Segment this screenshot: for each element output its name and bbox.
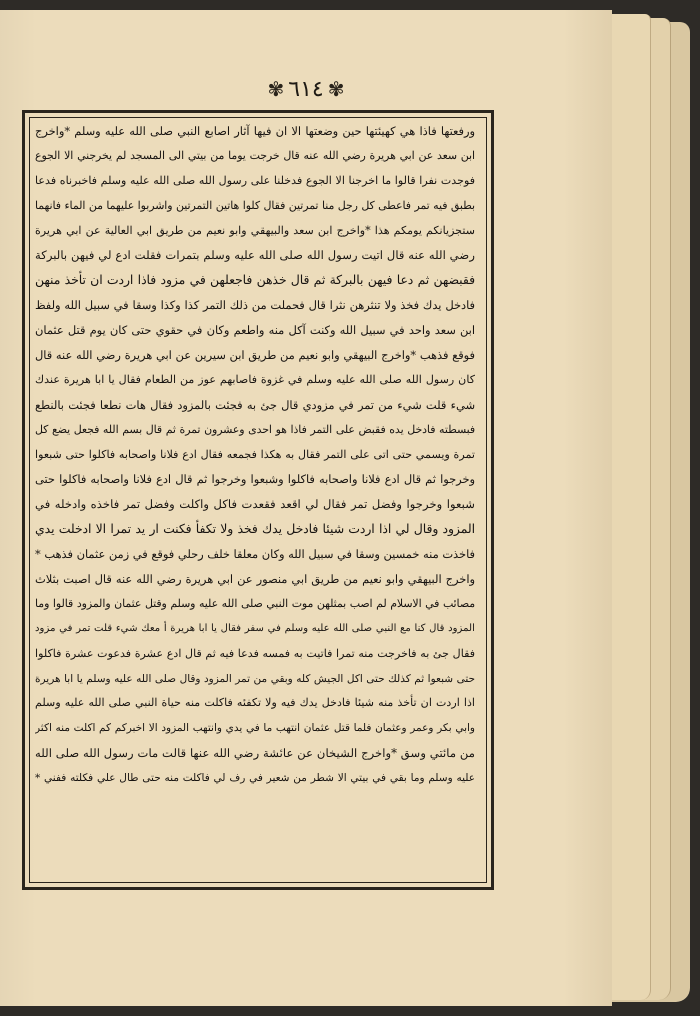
text-line: اذا اردت ان تأخذ منه شيئا فادخل يدك فيه ولا تكفئه فاكلت منه حياة النبي صلى الله عليه وسلم <box>35 696 475 710</box>
text-line: فوجدت نفرا قالوا ما اخرجنا الا الجوع فدخلنا على رسول الله صلى الله عليه وسلم فاخبرناه فدعا <box>35 173 475 187</box>
page-number <box>0 74 612 105</box>
text-line: مصائب في الاسلام لم اصب بمثلهن موت النبي صلى الله عليه وسلم وقتل عثمان والمزود قالوا وما <box>35 596 475 610</box>
text-line: ابن سعد واحد في سبيل الله وكنت آكل منه واطعم وكان في حقوي حتى كان يوم قتل عثمان <box>35 323 475 338</box>
text-line: ستجزيانكم يومكم هذا *واخرج ابن سعد والبيهقي وابو نعيم من طريق ابي العالية عن ابي هريرة <box>35 223 475 237</box>
text-line: ابن سعد عن ابي هريرة رضي الله عنه قال خرجت يوما من بيتي الى المسجد لم يخرجني الا الجوع <box>35 148 475 162</box>
text-line: وخرجوا ثم قال ادع فلانا واصحابه فاكلوا وشبعوا وخرجوا ثم قال ادع فلانا واصحابه فاكلوا حتى <box>35 472 475 487</box>
text-line: وابي بكر وعمر وعثمان فلما قتل عثمان انتهب ما في يدي وانتهب المزود الا اخبركم كم اكلت منه اكثر <box>35 722 475 735</box>
text-line: فوقع فذهب *واخرج البيهقي وابو نعيم من طريق ابن سيرين عن ابي هريرة رضي الله عنه قال <box>35 348 475 363</box>
book-page <box>0 10 612 1006</box>
text-line: فاخذت منه خمسين وسقا في سبيل الله وكان معلقا خلف رحلي فوقع في زمن عثمان فذهب * <box>35 547 475 562</box>
text-line: المزود قال كنا مع النبي صلى الله عليه وسلم في سفر فقال يا ابا هريرة أ معك شيء قلت تمر في مزود <box>35 622 475 634</box>
text-block <box>35 119 475 879</box>
page-number-text: ٦١٤ <box>288 77 324 102</box>
text-line: ورفعتها فاذا هي كهيئتها حين وضعتها الا ان فيها آثار اصابع النبي صلى الله عليه وسلم *واخرج <box>35 124 475 138</box>
ornament-icon: ✾ <box>327 77 345 101</box>
text-line: المزود وقال لي اذا اردت شيئا فادخل يدك فخذ ولا تكفأ فكنت ار يد تمرا الا ادخلت يدي <box>35 522 475 537</box>
text-line: واخرج البيهقي وابو نعيم من طريق ابي منصور عن ابي هريرة رضي الله عنه قال اصبت بثلاث <box>35 572 475 587</box>
ornament-icon: ✾ <box>267 77 285 101</box>
text-line: من مائتي وسق *واخرج الشيخان عن عائشة رضي الله عنها قالت مات رسول الله صلى الله <box>35 746 475 761</box>
text-line: فبسطته فادخل يده فقبض على التمر فاذا هو احدى وعشرون تمرة ثم قال بسم الله فجعل يضع كل <box>35 422 475 436</box>
text-line: تمرة ويسمي حتى اتى على التمر فقال به هكذا فجمعه فقال ادع فلانا واصحابه فاكلوا حتى شبعوا <box>35 447 475 461</box>
text-line: عليه وسلم وما بقي في بيتي الا شطر من شعير في رف لي فاكلت منه حتى طال علي فكلته ففني * <box>35 772 475 785</box>
text-line: كان رسول الله صلى الله عليه وسلم في غزوة فاصابهم عوز من الطعام فقال يا ابا هريرة عندك <box>35 372 475 386</box>
text-line: بطبق فيه تمر فاعطى كل رجل منا تمرتين فقال كلوا هاتين التمرتين واشربوا عليهما من الماء فانهما <box>35 198 475 212</box>
text-line: حتى شبعوا ثم كذلك حتى اكل الجيش كله وبقي من تمر المزود وقال صلى الله عليه وسلم يا ابا هريرة <box>35 672 475 685</box>
text-frame <box>22 110 494 890</box>
text-line: شبعوا وخرجوا وفضل تمر فقال لي اقعد فقعدت فاكل واكلت وفضل تمر فاخذه وادخله في <box>35 497 475 512</box>
text-line: فقبضهن ثم دعا فيهن بالبركة ثم قال خذهن فاجعلهن في مزود فاذا اردت ان تأخذ منهن <box>35 273 475 288</box>
text-line: شيء قلت شيء من تمر في مزودي قال جئ به فجئت بالمزود فقال هات نطعا فجئت بالنطع <box>35 397 475 412</box>
text-line: فقال جئ به فاخرجت منه تمرا فاتيت به فمسه فدعا فيه ثم قال ادع عشرة فدعوت عشرة فاكلوا <box>35 646 475 660</box>
text-line: رضي الله عنه قال اتيت رسول الله صلى الله عليه وسلم بتمرات فقلت ادع لي فيهن بالبركة <box>35 248 475 263</box>
text-line: فادخل يدك فخذ ولا تنثرهن نثرا قال فحملت من ذلك التمر كذا وكذا وسقا في سبيل الله ولفظ <box>35 298 475 313</box>
